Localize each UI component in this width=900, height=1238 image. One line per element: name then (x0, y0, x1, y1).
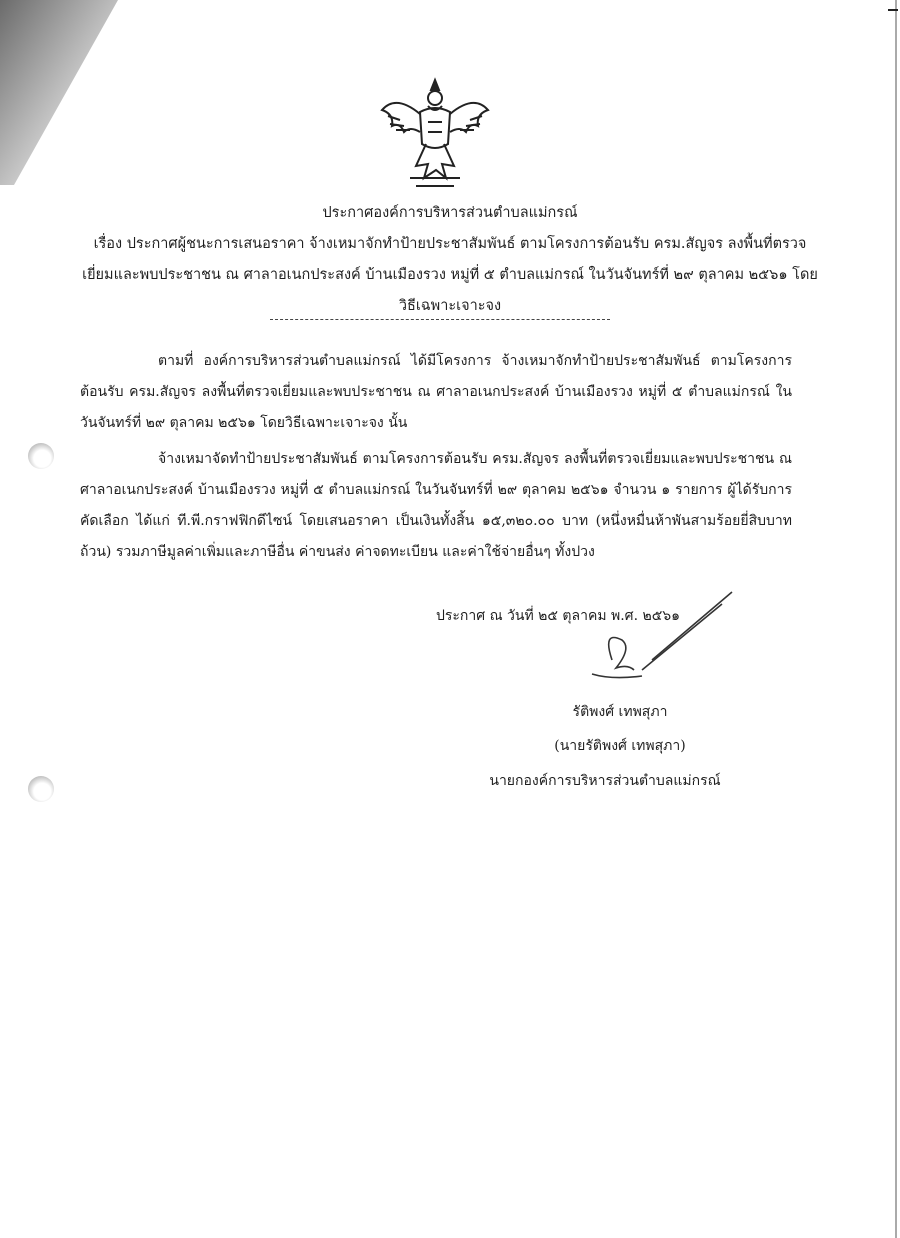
body-paragraph: จ้างเหมาจัดทำป้ายประชาสัมพันธ์ ตามโครงการต้อนรับ ครม.สัญจร ลงพื้นที่ตรวจเยี่ยมและพบประชาชน ณ ศาลาอเนกประสงค์ บ้านเมืองรวง หมู่ที่ ๕ ตำบลแม่กรณ์ ในวันจันทร์ที่ ๒๙ ตุลาคม ๒๕๖๑ จำนวน ๑ รายการ ผู้ได้รับการคัดเลือก ได้แก่ ที.พี.กราฟฟิกดีไซน์ โดยเสนอราคา เป็นเงินทั้งสิ้น ๑๕,๓๒๐.๐๐ บาท (หนึ่งหมื่นห้าพันสามร้อยยี่สิบบาทถ้วน) รวมภาษีมูลค่าเพิ่มและภาษีอื่น ค่าขนส่ง ค่าจดทะเบียน และค่าใช้จ่ายอื่นๆ ทั้งปวง (80, 451, 792, 560)
body-paragraph: ตามที่ องค์การบริหารส่วนตำบลแม่กรณ์ ได้มีโครงการ จ้างเหมาจักทำป้ายประชาสัมพันธ์ ตามโครงการต้อนรับ ครม.สัญจร ลงพื้นที่ตรวจเยี่ยมและพบประชาชน ณ ศาลาอเนกประสงค์ บ้านเมืองรวง หมู่ที่ ๕ ตำบลแม่กรณ์ ในวันจันทร์ที่ ๒๙ ตุลาคม ๒๕๖๑ โดยวิธีเฉพาะเจาะจง นั้น (80, 353, 792, 431)
subject-line: เรื่อง ประกาศผู้ชนะการเสนอราคา จ้างเหมาจักทำป้ายประชาสัมพันธ์ ตามโครงการต้อนรับ ครม.สัญจร ลงพื้นที่ตรวจเยี่ยมและพบประชาชน ณ ศาลาอเนกประสงค์ บ้านเมืองรวง หมู่ที่ ๕ ตำบลแม่กรณ์ ในวันจันทร์ที่ ๒๙ ตุลาคม ๒๕๖๑ โดยวิธีเฉพาะเจาะจง (82, 236, 818, 314)
signer-name: รัติพงศ์ เทพสุภา (572, 704, 668, 720)
scan-edge-line (884, 0, 898, 1238)
signer-position: นายกองค์การบริหารส่วนตำบลแม่กรณ์ (489, 773, 721, 789)
announce-date: ประกาศ ณ วันที่ ๒๕ ตุลาคม พ.ศ. ๒๕๖๑ (436, 608, 681, 624)
punch-hole (28, 776, 54, 802)
garuda-emblem-icon (376, 74, 494, 196)
page-title: ประกาศองค์การบริหารส่วนตำบลแม่กรณ์ (322, 205, 578, 221)
handwritten-signature (572, 590, 742, 690)
divider (270, 319, 610, 320)
punch-hole (28, 443, 54, 469)
scan-corner-shadow (0, 0, 120, 190)
signer-full-name: (นายรัติพงศ์ เทพสุภา) (554, 738, 686, 754)
